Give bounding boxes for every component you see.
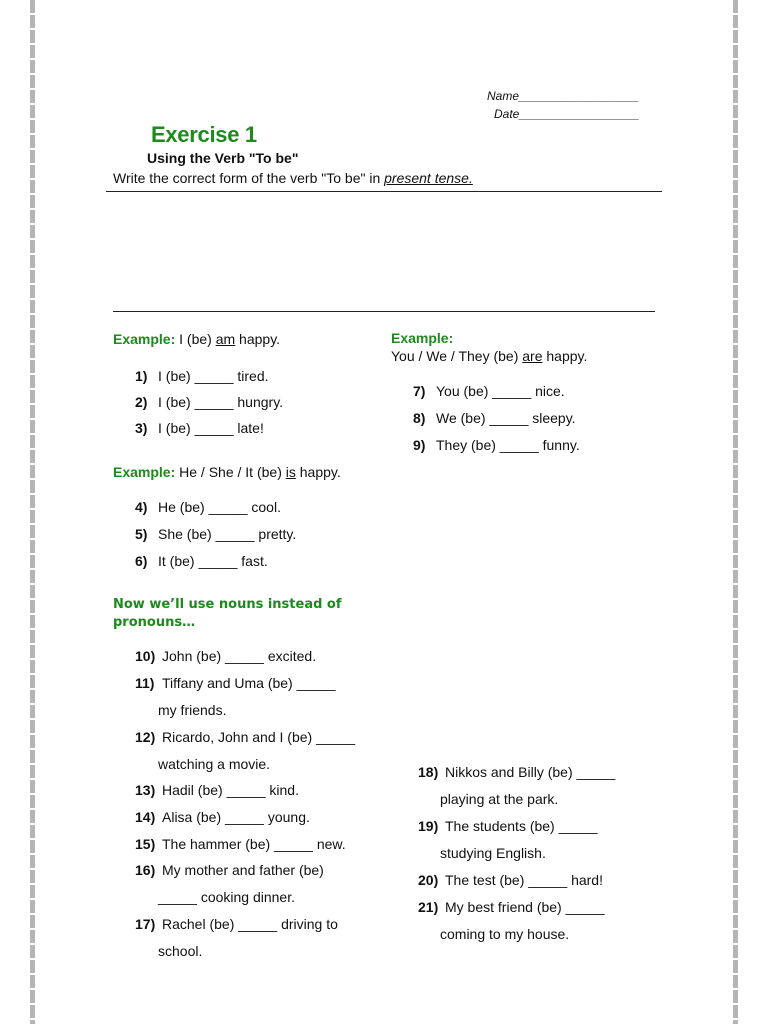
exercise-item-21 [418, 899, 605, 915]
item-number: 2) [135, 394, 148, 410]
exercise-item-19 [418, 818, 598, 834]
header-divider [106, 191, 662, 192]
item-text: She (be) _____ pretty. [158, 526, 297, 542]
name-field-label: Name__________________ [487, 89, 640, 103]
exercise-item-13 [135, 782, 299, 798]
page-subtitle: Using the Verb "To be" [147, 150, 299, 166]
exercise-item-15 [135, 836, 346, 852]
exercise-item-19-continued: studying English. [440, 845, 546, 861]
item-number: 6) [135, 553, 148, 569]
item-number: 7) [413, 383, 426, 399]
exercise-item-9 [413, 437, 580, 453]
item-number: 15) [135, 836, 156, 852]
exercise-item-11 [135, 675, 336, 691]
item-number: 10) [135, 648, 156, 664]
exercise-item-7 [413, 383, 565, 399]
item-number: 20) [418, 872, 439, 888]
example-1 [113, 331, 280, 347]
exercise-item-5 [135, 526, 296, 542]
item-text: Ricardo, John and I (be) _____ [162, 729, 356, 745]
item-number: 11) [135, 675, 155, 691]
item-text: You (be) _____ nice. [436, 383, 565, 399]
exercise-item-8 [413, 410, 576, 426]
item-text: I (be) _____ late! [158, 420, 264, 436]
exercise-item-1 [135, 368, 269, 384]
exercise-item-17 [135, 916, 338, 932]
example-answer: is [285, 464, 296, 480]
example-2-label: Example: [391, 330, 454, 346]
item-text: We (be) _____ sleepy. [436, 410, 576, 426]
example-text: You / We / They (be) [391, 348, 523, 364]
item-number: 17) [135, 916, 156, 932]
exercise-item-3 [135, 420, 264, 436]
date-field-label: Date__________________ [494, 107, 640, 121]
exercise-item-6 [135, 553, 268, 569]
exercise-item-12 [135, 729, 355, 745]
item-number: 8) [413, 410, 426, 426]
section-divider [113, 311, 655, 312]
exercise-item-20 [418, 872, 603, 888]
example-label: Example: [113, 331, 176, 347]
item-text: My best friend (be) _____ [445, 899, 605, 915]
item-number: 1) [135, 368, 148, 384]
exercise-item-18 [418, 764, 615, 780]
exercise-item-21-continued: coming to my house. [440, 926, 570, 942]
example-2 [391, 348, 587, 364]
item-text: Tiffany and Uma (be) _____ [162, 675, 336, 691]
exercise-item-2 [135, 394, 283, 410]
item-text: He (be) _____ cool. [158, 499, 281, 515]
item-text: I (be) _____ tired. [158, 368, 269, 384]
item-text: Alisa (be) _____ young. [162, 809, 310, 825]
item-number: 16) [135, 862, 156, 878]
item-text: They (be) _____ funny. [436, 437, 580, 453]
exercise-item-11-continued: my friends. [158, 702, 227, 718]
nouns-note: Now we’ll use nouns instead of pronouns… [113, 597, 342, 630]
item-text: The test (be) _____ hard! [445, 872, 603, 888]
item-text: John (be) _____ excited. [162, 648, 317, 664]
item-number: 21) [418, 899, 439, 915]
page-left-border [30, 0, 35, 1024]
exercise-item-16 [135, 862, 324, 878]
item-number: 18) [418, 764, 439, 780]
item-text: Rachel (be) _____ driving to [162, 916, 338, 932]
exercise-item-12-continued: watching a movie. [158, 756, 271, 772]
item-text: It (be) _____ fast. [158, 553, 268, 569]
exercise-item-10 [135, 648, 316, 664]
item-text: Hadil (be) _____ kind. [162, 782, 299, 798]
example-answer: are [522, 348, 543, 364]
exercise-item-4 [135, 499, 281, 515]
item-text: My mother and father (be) [162, 862, 324, 878]
example-3 [113, 464, 341, 480]
example-answer: am [215, 331, 236, 347]
item-number: 13) [135, 782, 156, 798]
item-number: 12) [135, 729, 156, 745]
item-text: The hammer (be) _____ new. [162, 836, 346, 852]
example-text-end: happy. [295, 464, 341, 480]
item-number: 5) [135, 526, 148, 542]
exercise-item-18-continued: playing at the park. [440, 791, 559, 807]
page-right-border [733, 0, 738, 1024]
item-number: 4) [135, 499, 148, 515]
example-text-end: happy. [542, 348, 588, 364]
item-number: 9) [413, 437, 426, 453]
instructions [113, 170, 473, 186]
item-number: 3) [135, 420, 148, 436]
exercise-item-17-continued: school. [158, 943, 203, 959]
example-text: I (be) [175, 331, 216, 347]
exercise-item-16-continued: _____ cooking dinner. [158, 889, 295, 905]
example-label: Example: [113, 464, 176, 480]
instructions-text: Write the correct form of the verb "To be" in [113, 170, 385, 186]
example-text-end: happy. [235, 331, 281, 347]
item-text: I (be) _____ hungry. [158, 394, 284, 410]
instructions-emphasis: present tense. [384, 170, 473, 186]
item-text: The students (be) _____ [445, 818, 598, 834]
item-number: 19) [418, 818, 439, 834]
item-number: 14) [135, 809, 156, 825]
page-title: Exercise 1 [151, 122, 257, 147]
example-text: He / She / It (be) [175, 464, 286, 480]
item-text: Nikkos and Billy (be) _____ [445, 764, 616, 780]
exercise-item-14 [135, 809, 310, 825]
